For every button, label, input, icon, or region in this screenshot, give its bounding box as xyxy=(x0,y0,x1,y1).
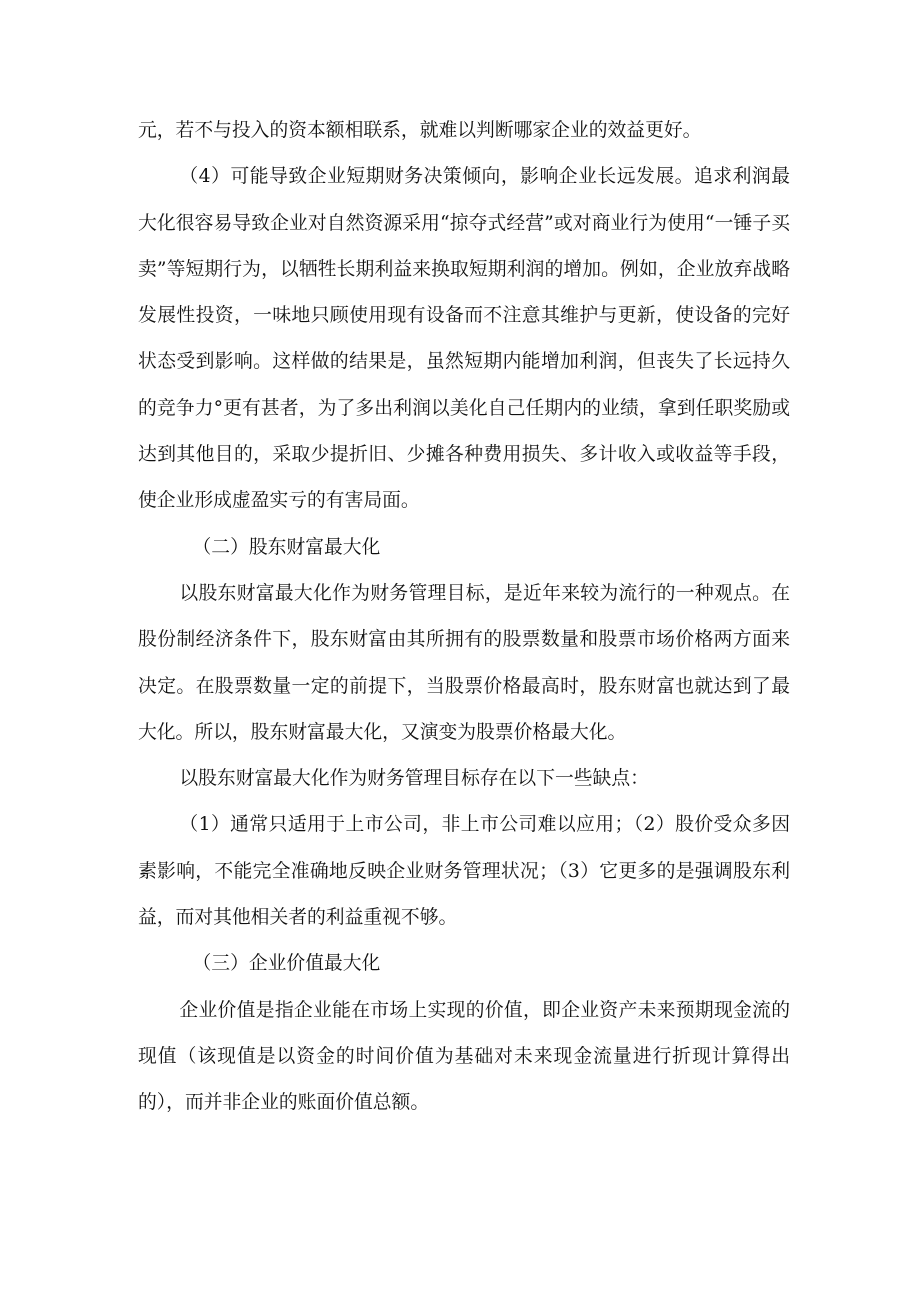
paragraph-short-term-decision: （4）可能导致企业短期财务决策倾向，影响企业长远发展。追求利润最大化很容易导致企业对自然资源采用“掠夺式经营”或对商业行为使用“一锤子买卖”等短期行为，以牺牲长期利益来换取短期利润的增加。例如，企业放弃战略发展性投资，一味地只顾使用现有设备而不注意其维护与更新，使设备的完好状态受到影响。这样做的结果是，虽然短期内能增加利润，但丧失了长远持久的竞争力°更有甚者，为了多出利润以美化自己任期内的业绩，拿到任职奖励或达到其他目的，采取少提折旧、少摊各种费用损失、多计收入或收益等手段，使企业形成虚盈实亏的有害局面。 xyxy=(138,166,790,512)
paragraph-enterprise-value: 企业价值是指企业能在市场上实现的价值，即企业资产未来预期现金流的现值（该现值是以资金的时间价值为基础对未来现金流量进行折现计算得出的），而并非企业的账面价值总额。 xyxy=(138,999,790,1114)
section-heading-enterprise-value: （三）企业价值最大化 xyxy=(192,953,381,975)
paragraph-shortcomings-intro: 以股东财富最大化作为财务管理目标存在以下一些缺点： xyxy=(179,768,649,790)
paragraph-shortcomings-list: （1）通常只适用于上市公司，非上市公司难以应用；（2）股价受众多因素影响，不能完全准确地反映企业财务管理状况；（3）它更多的是强调股东利益，而对其他相关者的利益重视不够。 xyxy=(138,814,790,929)
paragraph-continuation: 元，若不与投入的资本额相联系，就难以判断哪家企业的效益更好。 xyxy=(138,120,702,141)
paragraph-shareholder-wealth: 以股东财富最大化作为财务管理目标，是近年来较为流行的一种观点。在股份制经济条件下，股东财富由其所拥有的股票数量和股票市场价格两方面来决定。在股票数量一定的前提下，当股票价格最高时，股东财富也就达到了最大化。所以，股东财富最大化，又演变为股票价格最大化。 xyxy=(138,582,790,743)
document-page xyxy=(138,108,790,1127)
section-heading-shareholder-wealth: （二）股东财富最大化 xyxy=(192,536,381,558)
